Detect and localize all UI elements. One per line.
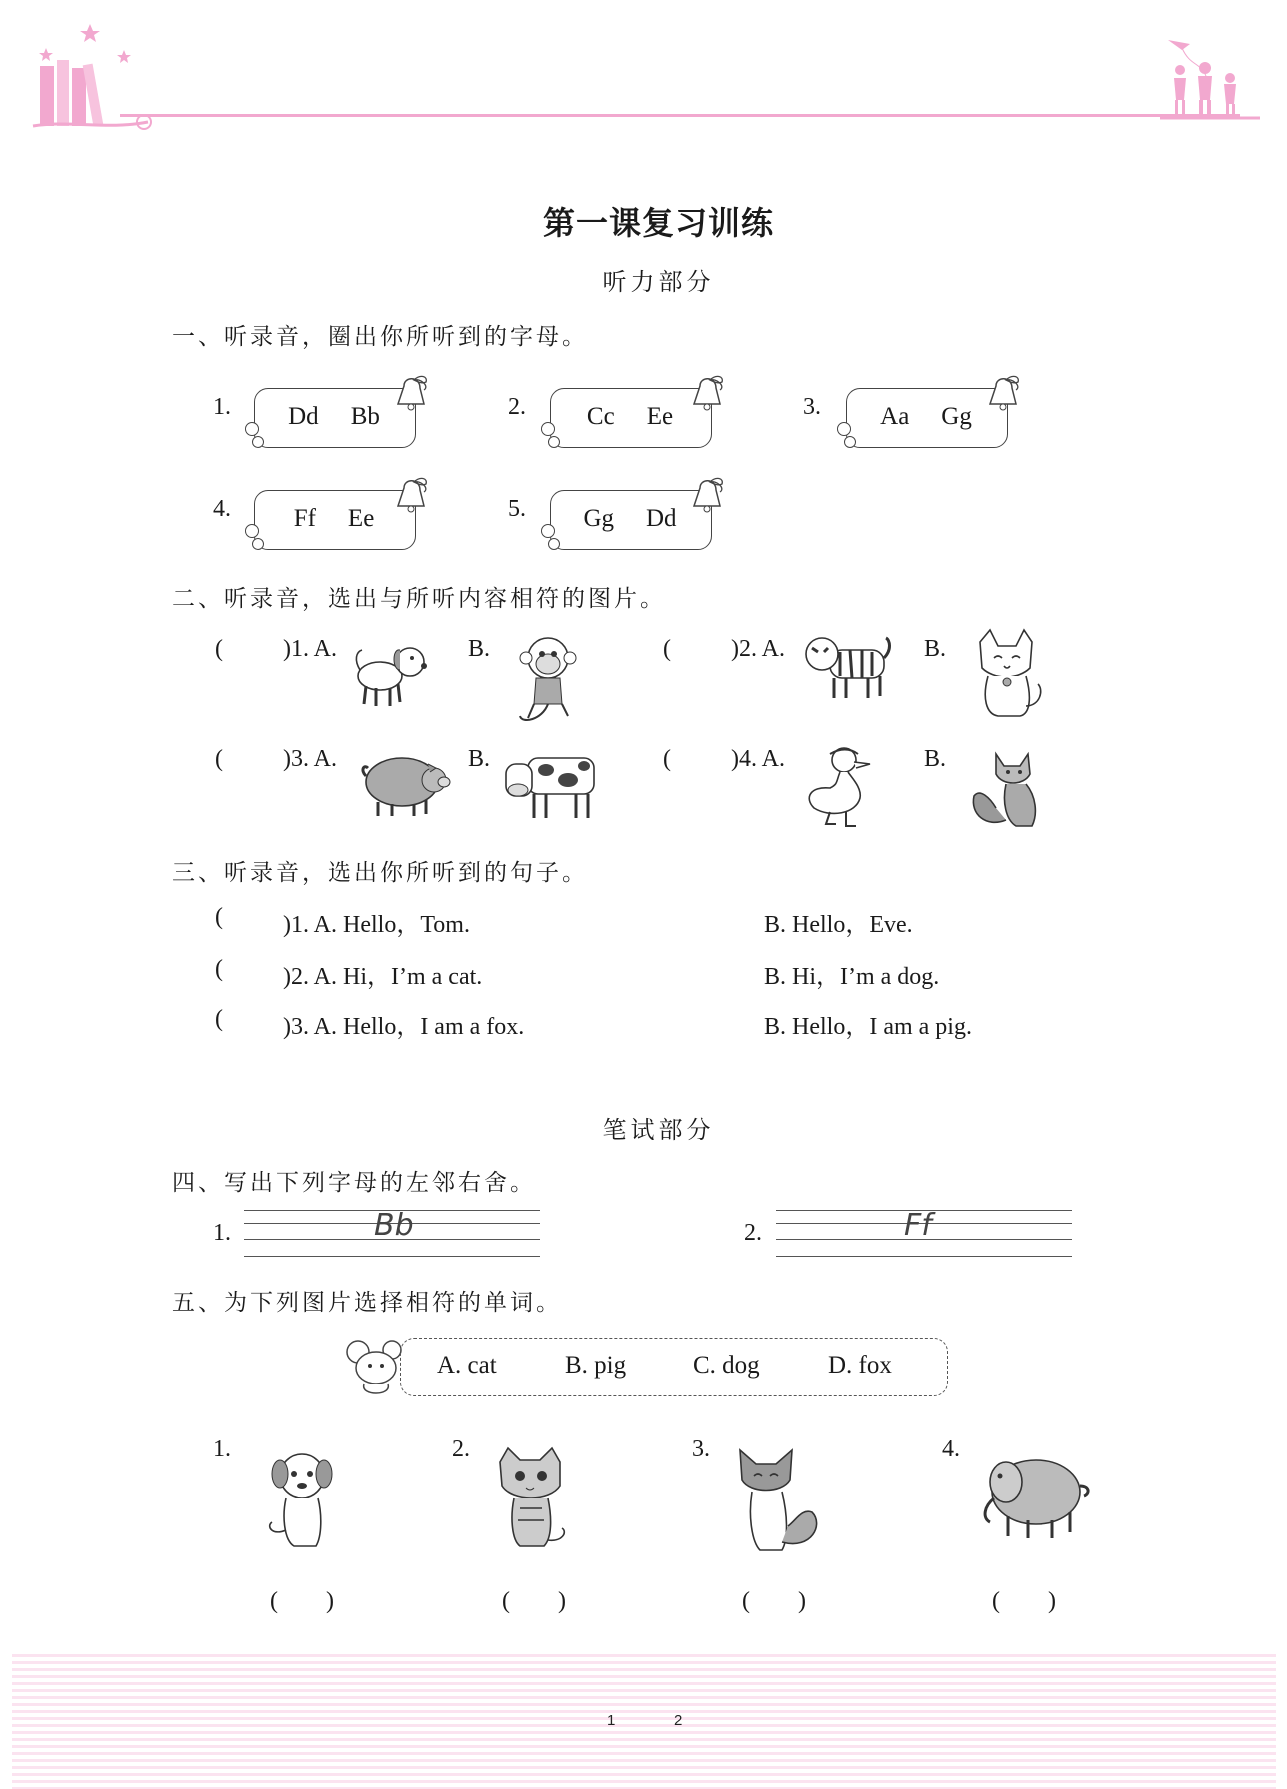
bell-icon (982, 372, 1026, 414)
sentence-option-a[interactable]: )2. A. Hi，I’m a cat. (283, 964, 483, 990)
answer-paren[interactable]: ( ) (992, 1588, 1056, 1614)
letter-option[interactable]: Gg (583, 505, 614, 532)
answer-paren[interactable]: ( ) (742, 1588, 806, 1614)
bell-icon (390, 474, 434, 516)
letter-option[interactable]: Gg (941, 403, 972, 430)
answer-paren[interactable]: ( ) (502, 1588, 566, 1614)
s5-item-number: 1. (213, 1436, 231, 1462)
s1-item-number: 2. (508, 394, 526, 420)
monkey-icon[interactable] (512, 628, 586, 726)
section4-heading: 四、写出下列字母的左邻右舍。 (172, 1170, 536, 1196)
sentence-option-b[interactable]: B. Hi，I’m a dog. (764, 964, 940, 990)
letter-option[interactable]: Aa (880, 403, 910, 430)
letter-option[interactable]: Ee (646, 403, 674, 430)
option-b-label: B. (468, 636, 491, 662)
answer-paren[interactable]: ( (663, 746, 671, 772)
s1-item-number: 3. (803, 394, 821, 420)
word-option: B. pig (565, 1352, 627, 1379)
section5-heading: 五、为下列图片选择相符的单词。 (172, 1290, 562, 1316)
cow-icon[interactable] (502, 748, 600, 822)
listening-heading: 听力部分 (602, 268, 715, 296)
children-kite-icon (1160, 36, 1260, 120)
kitten-icon (490, 1446, 572, 1552)
answer-paren[interactable]: ( (215, 904, 223, 930)
dog-icon[interactable] (352, 630, 434, 710)
word-option: C. dog (693, 1352, 760, 1379)
letter-option[interactable]: Ee (347, 505, 375, 532)
cat-icon[interactable] (968, 628, 1048, 720)
bell-icon (390, 372, 434, 414)
answer-paren[interactable]: ( ) (270, 1588, 334, 1614)
answer-paren[interactable]: ( (215, 636, 223, 662)
s1-item-number: 4. (213, 496, 231, 522)
answer-paren[interactable]: ( (215, 956, 223, 982)
section1-heading: 一、听录音，圈出你所听到的字母。 (172, 324, 588, 350)
s4-item-number: 2. (744, 1220, 762, 1246)
answer-paren[interactable]: ( (215, 746, 223, 772)
letter-bubble (536, 482, 726, 557)
tiger-icon[interactable] (800, 630, 892, 702)
puppy-icon (258, 1446, 344, 1552)
s1-item-number: 5. (508, 496, 526, 522)
section2-heading: 二、听录音，选出与所听内容相符的图片。 (172, 586, 666, 612)
mouse-mascot-icon (344, 1338, 406, 1400)
sentence-option-a[interactable]: )1. A. Hello，Tom. (283, 912, 470, 938)
page-number-right: 2 (674, 1712, 683, 1729)
question-label: )3. A. (283, 746, 337, 772)
bell-icon (686, 372, 730, 414)
letter-option[interactable]: Bb (350, 403, 380, 430)
duck-icon[interactable] (800, 742, 876, 828)
s4-item-number: 1. (213, 1220, 231, 1246)
question-label: )4. A. (731, 746, 785, 772)
word-option: A. cat (437, 1352, 497, 1379)
answer-paren[interactable]: ( (215, 1006, 223, 1032)
sentence-option-b[interactable]: B. Hello，Eve. (764, 912, 913, 938)
letter-bubble (240, 482, 430, 557)
elephant-pig-icon (972, 1446, 1094, 1542)
letter-option[interactable]: Ff (293, 505, 316, 532)
page-number-left: 1 (607, 1712, 616, 1729)
answer-paren[interactable]: ( (663, 636, 671, 662)
page-title: 第一课复习训练 (542, 204, 774, 242)
s5-item-number: 3. (692, 1436, 710, 1462)
sentence-option-a[interactable]: )3. A. Hello，I am a fox. (283, 1014, 525, 1040)
handwriting-letters: Bb (374, 1208, 414, 1243)
sentence-option-b[interactable]: B. Hello，I am a pig. (764, 1014, 972, 1040)
s1-item-number: 1. (213, 394, 231, 420)
letter-option[interactable]: Cc (586, 403, 615, 430)
footer-band (12, 1654, 1276, 1789)
letter-bubble (536, 380, 726, 455)
header-rule (120, 114, 1240, 117)
option-b-label: B. (924, 636, 947, 662)
option-b-label: B. (468, 746, 491, 772)
letter-bubble (832, 380, 1022, 455)
fox-cub-icon (732, 1446, 824, 1554)
s5-item-number: 2. (452, 1436, 470, 1462)
question-label: )2. A. (731, 636, 785, 662)
fox-icon[interactable] (966, 748, 1046, 830)
pig-icon[interactable] (360, 746, 458, 818)
letter-bubble (240, 380, 430, 455)
word-option: D. fox (828, 1352, 892, 1379)
letter-option[interactable]: Dd (646, 505, 677, 532)
s5-item-number: 4. (942, 1436, 960, 1462)
question-label: )1. A. (283, 636, 337, 662)
handwriting-letters: Ff (904, 1208, 932, 1243)
section3-heading: 三、听录音，选出你所听到的句子。 (172, 860, 588, 886)
writing-heading: 笔试部分 (602, 1116, 715, 1144)
option-b-label: B. (924, 746, 947, 772)
bell-icon (686, 474, 730, 516)
letter-option[interactable]: Dd (288, 403, 319, 430)
